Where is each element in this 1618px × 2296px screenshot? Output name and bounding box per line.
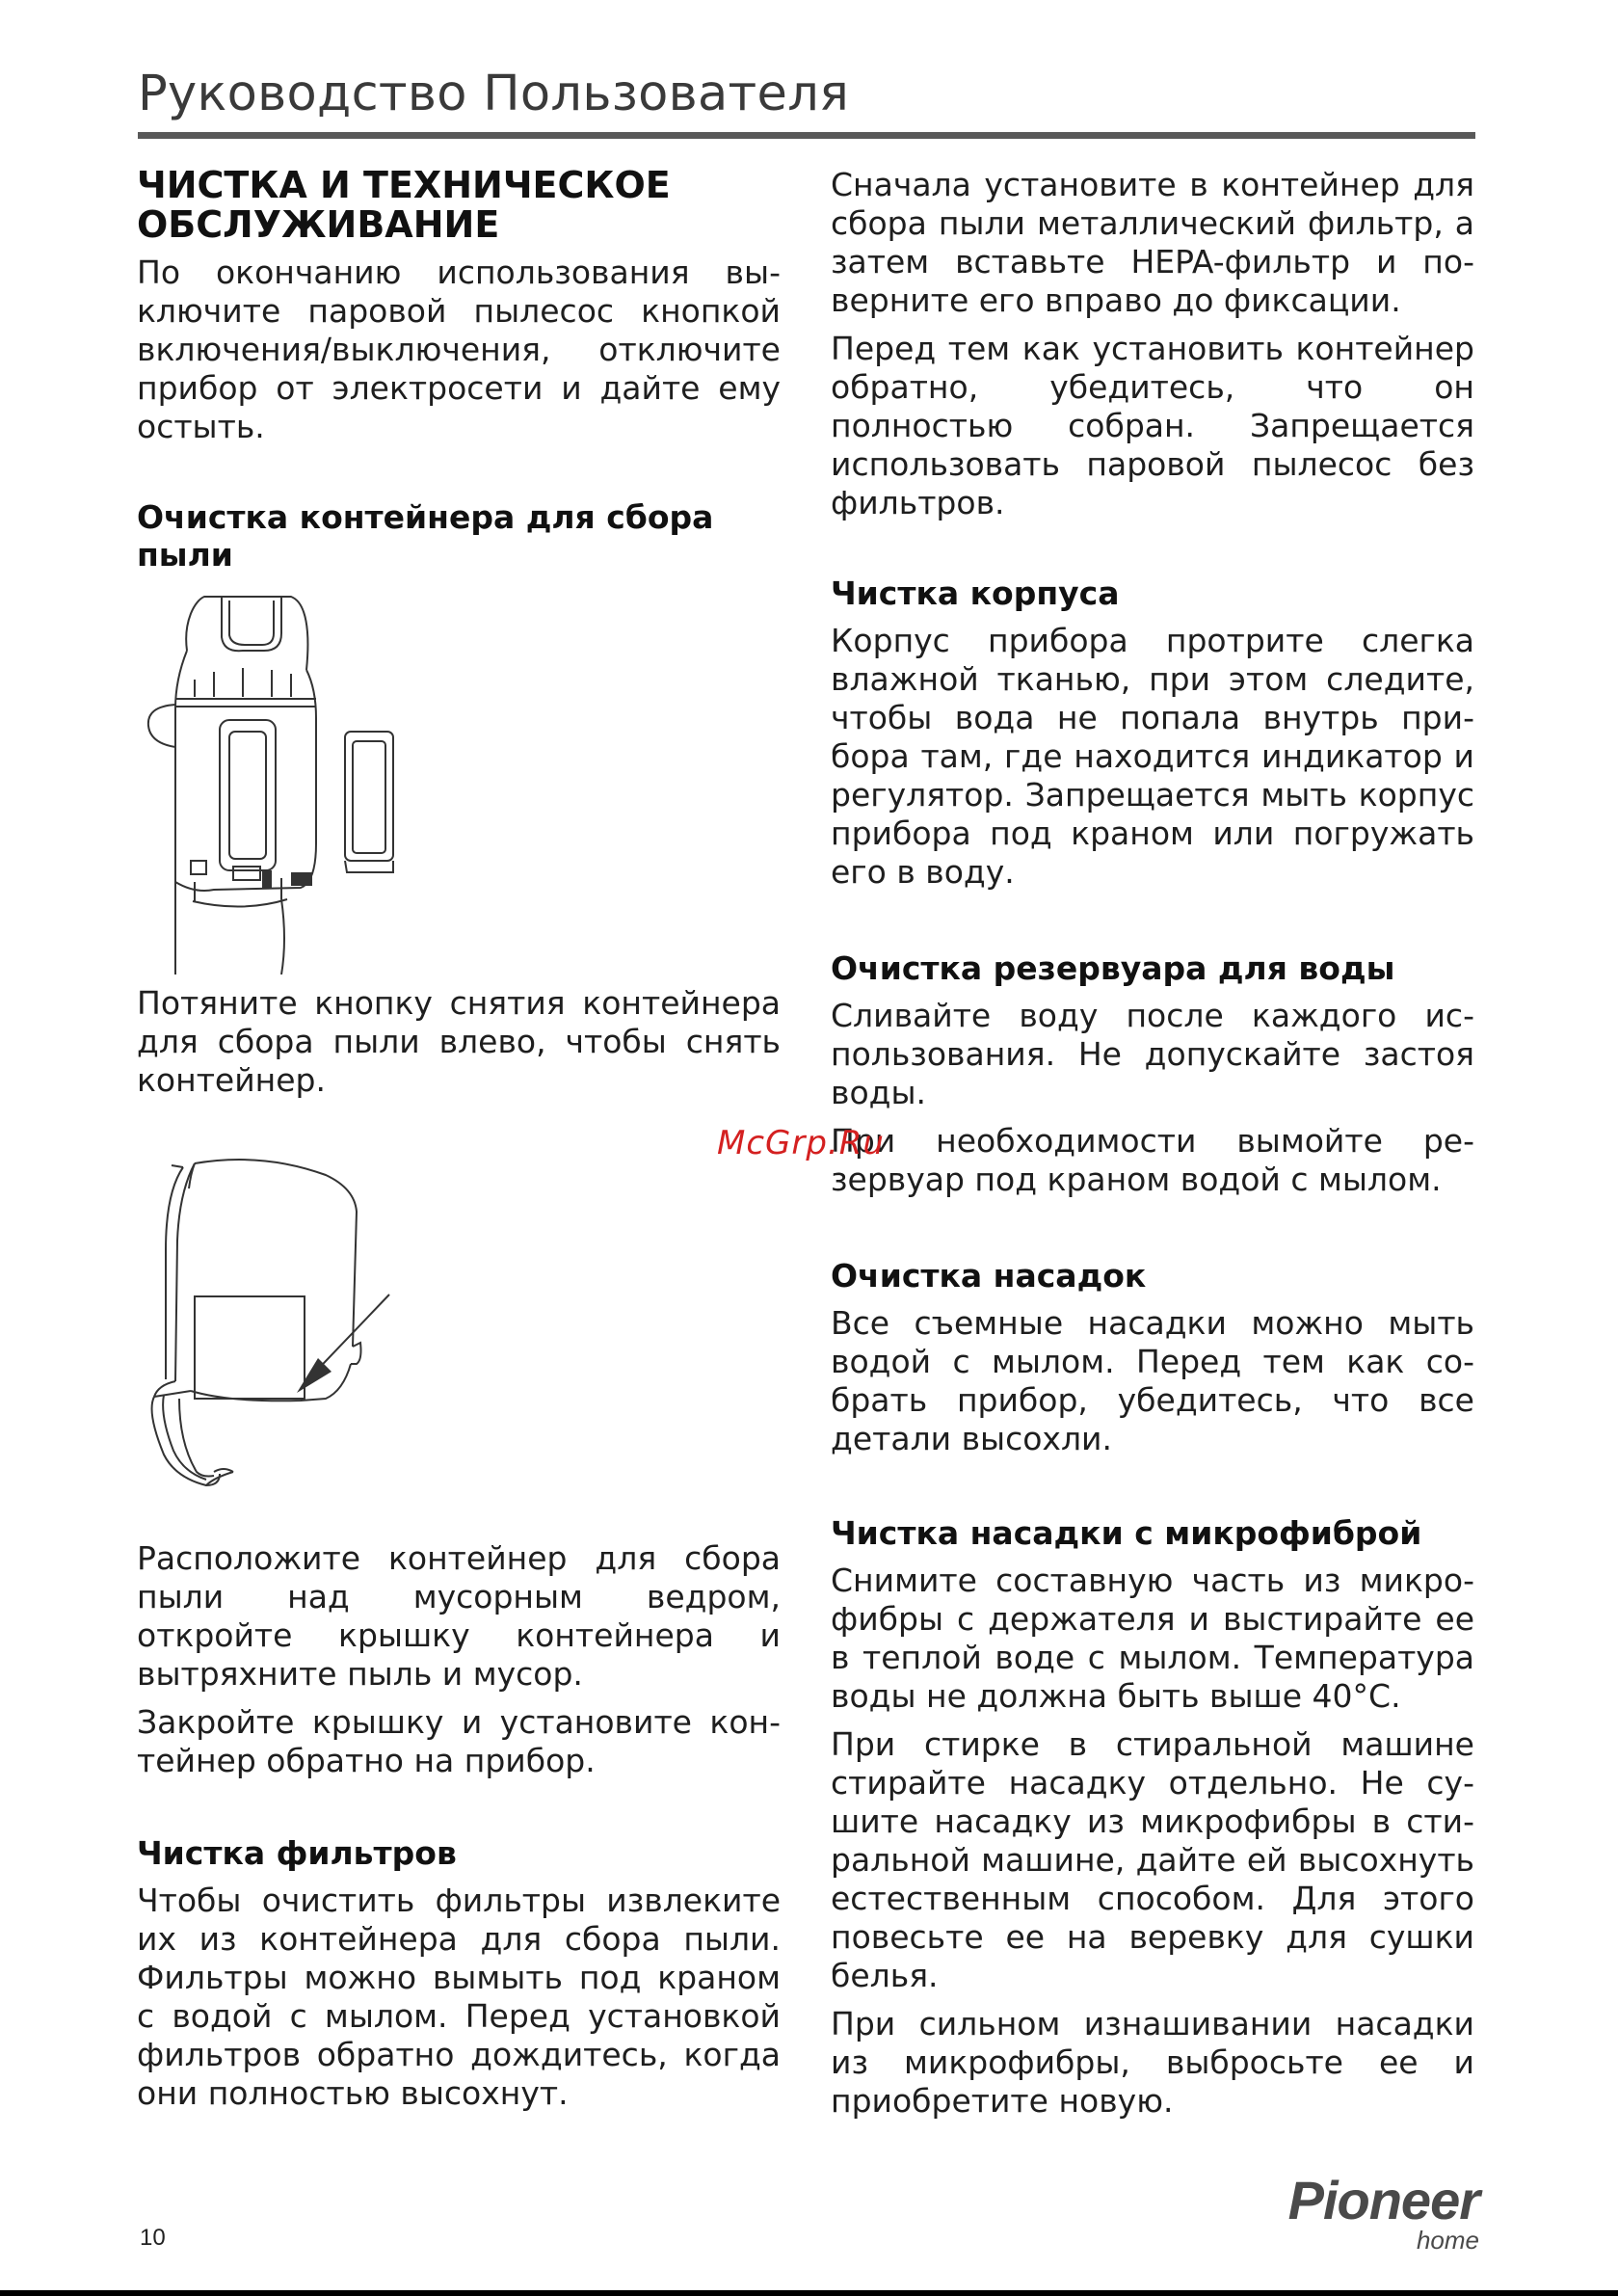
right-column — [831, 166, 1474, 2121]
microfiber-machine-paragraph: При стирке в стиральной машине стирайте насадку отдельно. Не сушите насадку из микрофибры в стиральной машине, дайте ей высохнуть естественным способом. Для этого повесьте ее на веревку для сушки белья. — [831, 1725, 1474, 1994]
container-emptying-illustration — [137, 1154, 416, 1491]
brand-sub: home — [1416, 2226, 1479, 2255]
container-reinstall-paragraph: Перед тем как установить контейнер обратно, убедитесь, что он полностью собран. Запрещается использовать паровой пылесос без фильтров. — [831, 330, 1474, 521]
reservoir-heading: Очистка резервуара для воды — [831, 949, 1395, 987]
bottom-rule — [0, 2290, 1618, 2296]
nozzles-heading: Очистка насадок — [831, 1257, 1147, 1295]
brand-logo — [1262, 2170, 1479, 2255]
filters-heading: Чистка фильтров — [137, 1834, 457, 1872]
section-title: ЧИСТКА И ТЕХНИЧЕСКОЕ ОБСЛУЖИВАНИЕ — [137, 164, 671, 246]
container-step-reinstall: Закройте крышку и установите контейнер обратно на прибор. — [137, 1703, 781, 1779]
container-heading: Очистка контейнера для сбора пыли — [137, 498, 714, 574]
body-cleaning-heading: Чистка корпуса — [831, 574, 1120, 612]
container-step-remove: Потяните кнопку снятия контейнера для сбора пыли влево, чтобы снять контейнер. — [137, 984, 781, 1099]
page-title: Руководство Пользователя — [138, 66, 850, 122]
brand-name: Pioneer — [1287, 2170, 1479, 2230]
microfiber-heading: Чистка насадки с микрофиброй — [831, 1514, 1422, 1552]
body-cleaning-paragraph: Корпус прибора протрите слегка влажной тканью, при этом следите, чтобы вода не попала внутрь прибора там, где находится индикатор и регулятор. Запрещается мыть корпус прибора под краном или погружать его в воду. — [831, 622, 1474, 891]
page-number: 10 — [140, 2225, 166, 2251]
container-step-empty: Расположите контейнер для сбора пыли над мусорным ведром, откройте крышку контейнера и вытряхните пыль и мусор. — [137, 1539, 781, 1693]
filters-paragraph: Чтобы очистить фильтры извлеките их из контейнера для сбора пыли. Фильтры можно вымыть под краном с водой с мылом. Перед установкой фильтров обратно дождитесь, когда они полностью высохнут. — [137, 1882, 781, 2112]
microfiber-wash-paragraph: Снимите составную часть из микрофибры с держателя и выстирайте ее в теплой воде с мылом. Температура воды не должна быть выше 40°C. — [831, 1562, 1474, 1715]
reservoir-wash-paragraph: При необходимости вымойте резервуар под краном водой с мылом. — [831, 1122, 1474, 1198]
left-column — [137, 166, 781, 2113]
header-rule — [138, 132, 1475, 139]
microfiber-replace-paragraph: При сильном изнашивании насадки из микрофибры, выбросьте ее и приобретите новую. — [831, 2005, 1474, 2120]
nozzles-paragraph: Все съемные насадки можно мыть водой с мылом. Перед тем как собрать прибор, убедитесь, что все детали высохли. — [831, 1304, 1474, 1457]
reservoir-paragraph: Сливайте воду после каждого использования. Не допускайте застоя воды. — [831, 997, 1474, 1111]
intro-paragraph: По окончанию использования выключите паровой пылесос кнопкой включения/выключения, отключите прибор от электросети и дайте ему остыть. — [137, 254, 781, 445]
filters-install-paragraph: Сначала установите в контейнер для сбора пыли металлический фильтр, а затем вставьте HEPA-фильтр и поверните его вправо до фиксации. — [831, 166, 1474, 319]
watermark: McGrp.Ru — [717, 1124, 885, 1162]
vacuum-container-removal-illustration — [137, 593, 416, 974]
